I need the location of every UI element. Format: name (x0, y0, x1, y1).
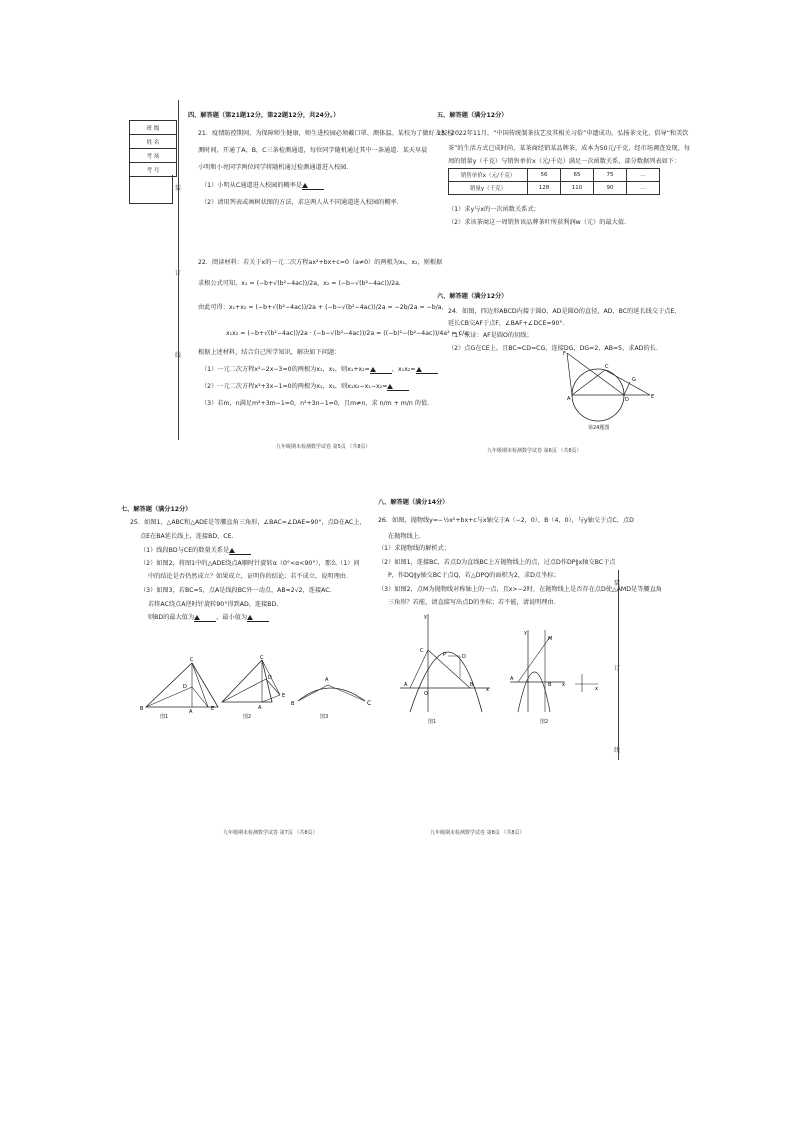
table-header-sales: 销量y（千克） (449, 182, 528, 195)
svg-text:O: O (424, 691, 428, 697)
q25-line2: 点E在BA延长线上，连接BD，CE. (140, 533, 234, 540)
q23-line2: 茶”的生活方式已成时尚，某茶商经销某品牌茶，成本为50元/千克，经市场调查发现，每 (448, 145, 691, 152)
figures-25 (140, 655, 380, 715)
q25-max-text: 则BD的最大值为 (148, 614, 195, 621)
q21-part2: （2）请用列表或画树状图的方法，求这两人从不同通道进入校园的概率. (201, 199, 399, 206)
fig26-1-caption: 图1 (428, 719, 437, 725)
blank-triangle-icon (416, 367, 422, 372)
svg-text:B: B (470, 682, 474, 688)
fig26-2-caption: 图2 (540, 719, 549, 725)
answer-blank[interactable] (370, 366, 392, 374)
q23-part1: （1）求y与x的一次函数关系式； (448, 206, 540, 213)
page6-footer: 九年级期末检测数学试卷 第6页 （共8页） (487, 448, 582, 454)
binding-char-zhuang: 装 (175, 185, 182, 192)
q25-part3: （3）如图3，若BC=5，点A是线段BC外一动点，AB=2√2，连接AC. (140, 587, 332, 594)
q21-line3: 小明和小亮同学两位同学将随机通过检测通道进入校园． (198, 164, 353, 171)
table-row (449, 169, 660, 182)
fig25-3-caption: 图3 (320, 714, 329, 720)
svg-text:A: A (325, 677, 329, 683)
name-label: 姓 名 (130, 135, 177, 149)
svg-text:B: B (140, 706, 144, 712)
q24-line2: 延长CB交AF于点F，∠BAF+∠DCE=90°. (448, 320, 565, 327)
q21-part1-text: （1）小明从C通道进入校园的概率是 (201, 182, 303, 189)
figure-24 (545, 348, 665, 426)
page6-section-title: 五、解答题（满分12分） (437, 112, 508, 119)
svg-text:C: C (367, 700, 372, 707)
page7-footer: 九年级期末检测数学试卷 第7页 （共8页） (223, 830, 318, 836)
class-label: 班 级 (130, 121, 177, 135)
page7-section-title: 七、解答题（满分12分） (121, 506, 192, 513)
svg-text:D: D (625, 397, 629, 403)
q22-intro: 根据上述材料，结合自己所学知识，解决如下问题： (198, 349, 341, 356)
svg-text:y: y (524, 630, 527, 636)
svg-text:C: C (605, 364, 609, 370)
table-cell: 90 (594, 182, 627, 195)
table-cell: 65 (561, 169, 594, 182)
answer-blank[interactable] (229, 547, 251, 555)
exam-number-label: 考 号 (130, 163, 177, 177)
page5-footer: 九年级期末检测数学试卷 第5页 （共8页） (276, 444, 371, 450)
binding-char-ding: 订 (175, 270, 182, 277)
q26-part3: （3）如图2，点M为抛物线对称轴上的一点，且x>−2时，在抛物线上是否存在点D使△AMD是等腰直角 (378, 586, 662, 593)
table-cell: 110 (561, 182, 594, 195)
table-cell: … (627, 169, 660, 182)
q26-part1: （1）求抛物线的解析式； (378, 545, 450, 552)
binding-char-zhuang: 装 (614, 580, 621, 587)
q22-part2-text: （2）一元二次方程x²+3x−1=0的两根为x₁，x₂，则x₁x₂−x₁−x₂= (201, 383, 388, 390)
svg-text:E: E (651, 394, 655, 400)
svg-text:C: C (420, 648, 424, 654)
answer-blank[interactable] (387, 383, 409, 391)
student-info-table (129, 120, 177, 177)
table-cell: 56 (528, 169, 561, 182)
q25-part3b: 若将AC绕点A逆时针旋转90°得到AD，连接BD. (148, 601, 279, 608)
q25-part2: （2）如图2，将图1中的△ADE绕点A顺时针旋转α（0°<α<90°），那么（1）问 (140, 560, 360, 567)
q22-part1 (201, 366, 438, 374)
q22-formula1: 求根公式可知，x₁ = (−b+√(b²−4ac))/2a，x₂ = (−b−√(b²−4ac))/2a. (198, 280, 401, 287)
binding-char-xian: 线 (614, 747, 621, 754)
svg-text:C: C (190, 657, 194, 663)
svg-text:A: A (258, 705, 262, 711)
blank-triangle-icon (302, 183, 308, 188)
q21-line1: 21．疫情防控期间，为保障师生健康，师生进校园必须戴口罩、测体温。某校为了做好入校检 (198, 130, 454, 137)
exam-room-label: 考 场 (130, 149, 177, 163)
svg-text:D: D (268, 675, 272, 681)
q22-part3: （3）若m，n满足m²+3m−1=0，n²+3n−1=0，且m≠n，求 n/m + m/n 的值. (201, 400, 430, 407)
svg-text:G: G (632, 377, 636, 383)
svg-text:M: M (548, 636, 553, 642)
q21-line2: 测时间，开通了A，B，C三条检测通道，每位同学随机通过其中一条通道．某天早晨 (198, 147, 428, 154)
binding-char-ding: 订 (614, 665, 621, 672)
svg-text:D: D (462, 654, 466, 660)
table-row (449, 182, 660, 195)
answer-blank[interactable] (194, 614, 216, 622)
svg-text:E: E (211, 706, 215, 712)
binding-char-xian: 线 (175, 352, 182, 359)
page6-section6-title: 六、解答题（满分12分） (437, 293, 508, 300)
answer-blank[interactable] (416, 366, 438, 374)
q26-part2b: P，作DQ∥y轴交BC于点Q，若△DPQ的面积为2，求D点坐标； (388, 572, 560, 579)
svg-text:A: A (567, 396, 571, 402)
q26-part3b: 三角形？若能，请直接写出点D的坐标；若不能，请说明理由. (388, 599, 556, 606)
svg-text:A: A (189, 709, 193, 715)
table-cell: 128 (528, 182, 561, 195)
table-cell: 75 (594, 169, 627, 182)
q24-line1: 24．如图，四边形ABCD内接于圆O，AD是圆O的直径，AD，BC的延长线交于点E， (448, 308, 681, 315)
answer-blank[interactable] (302, 182, 324, 190)
svg-text:x: x (486, 687, 489, 693)
blank-triangle-icon (370, 367, 376, 372)
blank-triangle-icon (247, 615, 253, 620)
q23-line3: 周的销量y（千克）与销售单价x（元/千克）满足一次函数关系，部分数据列表如下： (448, 158, 681, 165)
figures-26 (400, 612, 610, 722)
page5-section-title: 四、解答题（第21题12分，第22题12分，共24分。） (188, 112, 340, 119)
q22-part1-text2: ，x₁x₂= (391, 366, 416, 373)
svg-text:D: D (183, 684, 187, 690)
svg-text:x: x (562, 682, 565, 688)
blank-triangle-icon (194, 615, 200, 620)
q21-part1 (201, 182, 324, 190)
svg-text:y: y (424, 614, 427, 620)
q26-line1: 26．如图，抛物线y=−½x²+bx+c与x轴交于A（−2，0），B（4，0），与y轴交于点C，点D (378, 517, 634, 524)
svg-text:x: x (595, 686, 598, 692)
q23-line1: 23．2022年11月，“中国传统制茶技艺及其相关习俗”申遗成功。弘扬茶文化，倡导“和美饮 (437, 130, 689, 137)
q24-part2: （2）点G在CE上，且BC=CD=CG，连接DG，DG=2，AB=5，求AD的长. (448, 345, 658, 352)
svg-text:F: F (563, 351, 566, 357)
q22-formula3: x₁x₂ = (−b+√(b²−4ac))/2a · (−b−√(b²−4ac))/2a = ((−b)²−(b²−4ac))/4a² = c/a. (226, 330, 470, 337)
svg-text:B: B (291, 701, 295, 707)
svg-text:P: P (443, 652, 447, 658)
sales-table (448, 168, 660, 195)
q22-part1-text: （1）一元二次方程x²−2x−3=0的两根为x₁，x₂，则x₁+x₂= (201, 366, 370, 373)
q22-line1: 22．阅读材料：若关于x的一元二次方程ax²+bx+c=0（a≠0）的两根为x₁，x₂，则根据 (198, 259, 443, 266)
svg-text:E: E (282, 693, 286, 699)
q25-part1-text: （1）线段BD与CE的数量关系是 (140, 547, 230, 554)
page8-footer: 九年级期末检测数学试卷 第8页 （共8页） (430, 830, 525, 836)
page8-section-title: 八、解答题（满分14分） (378, 499, 449, 506)
q25-line1: 25．如图1，△ABC和△ADE是等腰直角三角形，∠BAC=∠DAE=90°，点D在AC上， (130, 519, 366, 526)
table-header-price: 销售单价x（元/千克） (449, 169, 528, 182)
fig25-1-caption: 图1 (160, 714, 169, 720)
q24-part1: （1）求证：AF是圆O的切线； (448, 332, 533, 339)
q26-line2: 在抛物线上. (388, 533, 421, 540)
q25-min-text: ，最小值为 (216, 614, 248, 621)
q25-part2b: 中的结论是否仍然成立？如果成立，证明你的结论；若不成立，说明理由. (148, 573, 348, 580)
svg-text:A: A (510, 676, 514, 682)
blank-triangle-icon (229, 548, 235, 553)
svg-text:A: A (404, 682, 408, 688)
q22-part2 (201, 383, 409, 391)
q23-part2: （2）求该茶商这一周销售该品牌茶叶所获利润w（元）的最大值. (448, 219, 627, 226)
blank-triangle-icon (387, 384, 393, 389)
answer-blank[interactable] (247, 614, 269, 622)
svg-text:C: C (260, 655, 264, 661)
info-table-tail (129, 175, 173, 204)
q22-formula2: 由此可得：x₁+x₂ = (−b+√(b²−4ac))/2a + (−b−√(b²−4ac))/2a = −2b/2a = −b/a， (198, 304, 448, 311)
svg-text:B: B (548, 682, 552, 688)
q25-part1 (140, 547, 251, 555)
q26-part2: （2）如图1，连接BC，若点D为直线BC上方抛物线上的点，过点D作DP∥x轴交BC于点 (378, 559, 616, 566)
table-cell: … (627, 182, 660, 195)
fig25-2-caption: 图2 (243, 714, 252, 720)
q25-part3c (148, 614, 269, 622)
figure-24-caption: 第24题图 (588, 425, 610, 431)
